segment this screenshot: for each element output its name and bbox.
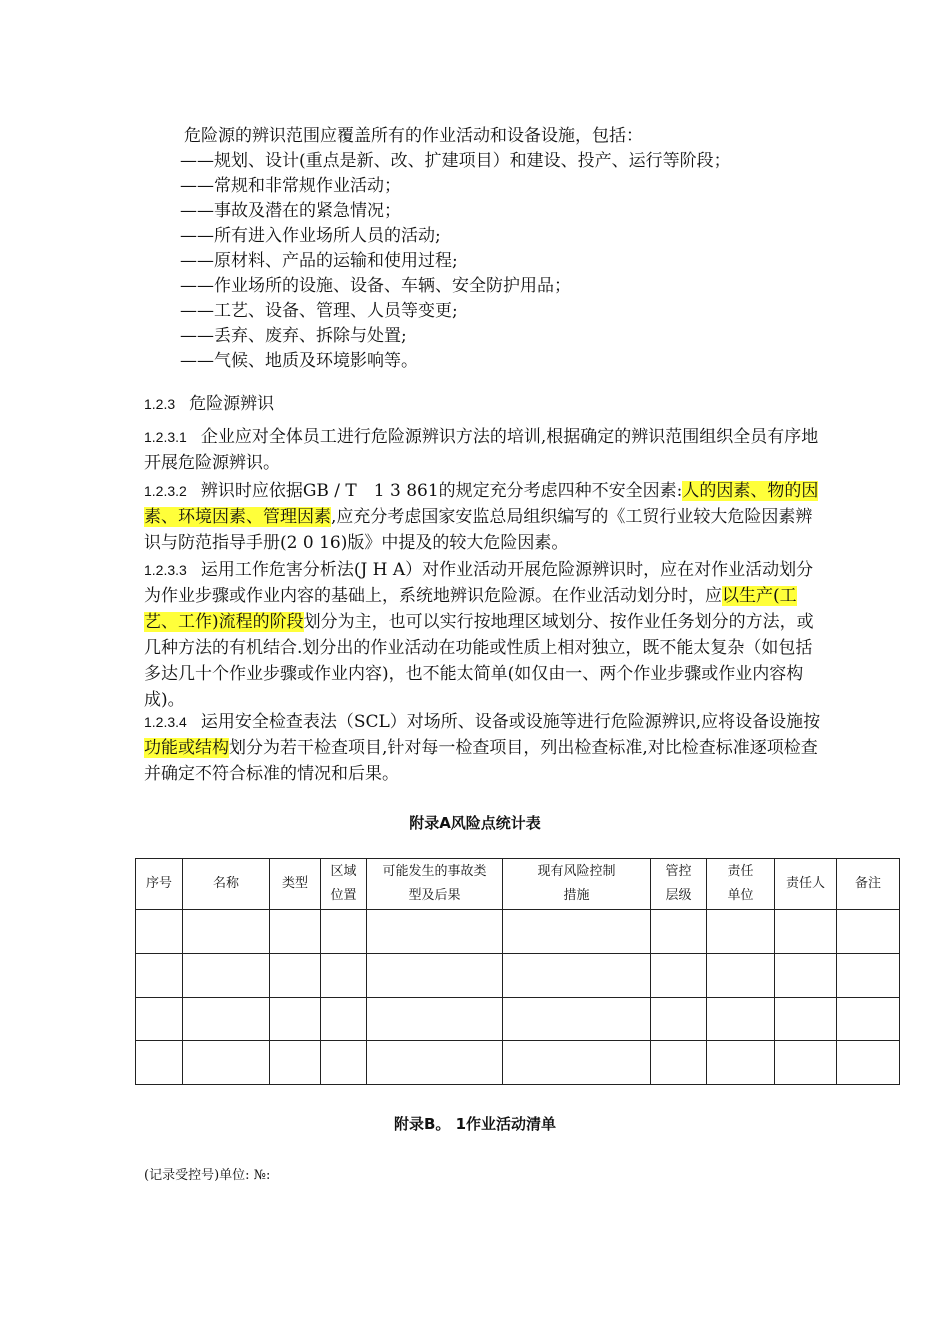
table-header-row bbox=[136, 859, 900, 910]
column-header: 备注 bbox=[837, 859, 900, 910]
paragraph-1-2-3-4 bbox=[144, 709, 824, 787]
list-item: ——作业场所的设施、设备、车辆、安全防护用品； bbox=[180, 276, 571, 296]
appendix-b-caption: 附录B。 1作业活动清单 bbox=[393, 1115, 557, 1133]
list-item: ——原材料、产品的运输和使用过程; bbox=[180, 251, 458, 271]
highlighted-text: 以生产(工艺、工作)流程的阶段 bbox=[144, 586, 797, 632]
column-header: 区域 位置 bbox=[321, 859, 367, 910]
paragraph-1-2-3-3 bbox=[144, 557, 824, 713]
column-header: 现有风险控制 措施 bbox=[503, 859, 651, 910]
paragraph-number: 1.2.3.4 bbox=[144, 714, 187, 730]
list-item: ——所有进入作业场所人员的活动; bbox=[180, 226, 441, 246]
paragraph-number: 1.2.3.2 bbox=[144, 483, 187, 499]
section-heading bbox=[144, 389, 274, 414]
hazard-scope-list bbox=[180, 124, 820, 374]
column-header: 责任人 bbox=[775, 859, 837, 910]
column-header: 责任 单位 bbox=[707, 859, 775, 910]
column-header: 序号 bbox=[136, 859, 183, 910]
list-item: ——事故及潜在的紧急情况； bbox=[180, 201, 401, 221]
column-header: 可能发生的事故类 型及后果 bbox=[367, 859, 503, 910]
paragraph-text: 划分为若干检查项目,针对每一检查项目，列出检查标准,对比检查标准逐项检查并确定不符合标准的情况和后果。 bbox=[144, 738, 818, 784]
list-item: ——常规和非常规作业活动； bbox=[180, 176, 401, 196]
paragraph-1-2-3-1 bbox=[144, 424, 824, 476]
paragraph-text: 企业应对全体员工进行危险源辨识方法的培训,根据确定的辨识范围组织全员有序地开展危险源辨识。 bbox=[144, 427, 819, 473]
paragraph-1-2-3-2 bbox=[144, 478, 824, 556]
record-control-note: (记录受控号)单位: №: bbox=[144, 1168, 271, 1183]
highlighted-text: 功能或结构 bbox=[144, 738, 229, 758]
table-row bbox=[136, 910, 900, 954]
paragraph-text: 运用安全检查表法（SCL）对场所、设备或设施等进行危险源辨识,应将设备设施按 bbox=[200, 712, 821, 732]
paragraph-text: 辨识时应依据GB / T 1 3 861的规定充分考虑四种不安全因素: bbox=[200, 481, 683, 501]
section-title: 危险源辨识 bbox=[189, 394, 275, 414]
table-row bbox=[136, 997, 900, 1041]
list-intro-line: 危险源的辨识范围应覆盖所有的作业活动和设备设施，包括： bbox=[184, 126, 643, 146]
list-item: ——丢弃、废弃、拆除与处置; bbox=[180, 326, 407, 346]
appendix-a-caption: 附录A风险点统计表 bbox=[409, 814, 541, 832]
list-item: ——工艺、设备、管理、人员等变更; bbox=[180, 301, 458, 321]
column-header: 管控 层级 bbox=[651, 859, 707, 910]
paragraph-text: ,应充分考虑国家安监总局组织编写的《工贸行业较大危险因素辨识与防范指导手册(2 0 16)版》中提及的较大危险因素。 bbox=[144, 507, 813, 553]
list-item: ——气候、地质及环境影响等。 bbox=[180, 351, 418, 371]
column-header: 名称 bbox=[183, 859, 270, 910]
column-header: 类型 bbox=[270, 859, 321, 910]
section-number: 1.2.3 bbox=[144, 396, 176, 412]
table-row bbox=[136, 1041, 900, 1085]
paragraph-text: 划分为主，也可以实行按地理区域划分、按作业任务划分的方法，或几种方法的有机结合.划分出的作业活动在功能或性质上相对独立，既不能太复杂（如包括多达几十个作业步骤或作业内容)，也不能太简单(如仅由一、两个作业步骤或作业内容构成)。 bbox=[144, 612, 814, 710]
paragraph-number: 1.2.3.1 bbox=[144, 429, 187, 445]
highlighted-text: 人的因素、物的因素、环境因素、管理因素 bbox=[144, 481, 819, 527]
list-item: ——规划、设计(重点是新、改、扩建项目）和建设、投产、运行等阶段； bbox=[180, 151, 731, 171]
paragraph-number: 1.2.3.3 bbox=[144, 562, 187, 578]
table-row bbox=[136, 953, 900, 997]
risk-point-table bbox=[135, 858, 900, 1085]
paragraph-text: 运用工作危害分析法(J H A）对作业活动开展危险源辨识时，应在对作业活动划分为作业步骤或作业内容的基础上，系统地辨识危险源。在作业活动划分时，应 bbox=[144, 560, 814, 606]
